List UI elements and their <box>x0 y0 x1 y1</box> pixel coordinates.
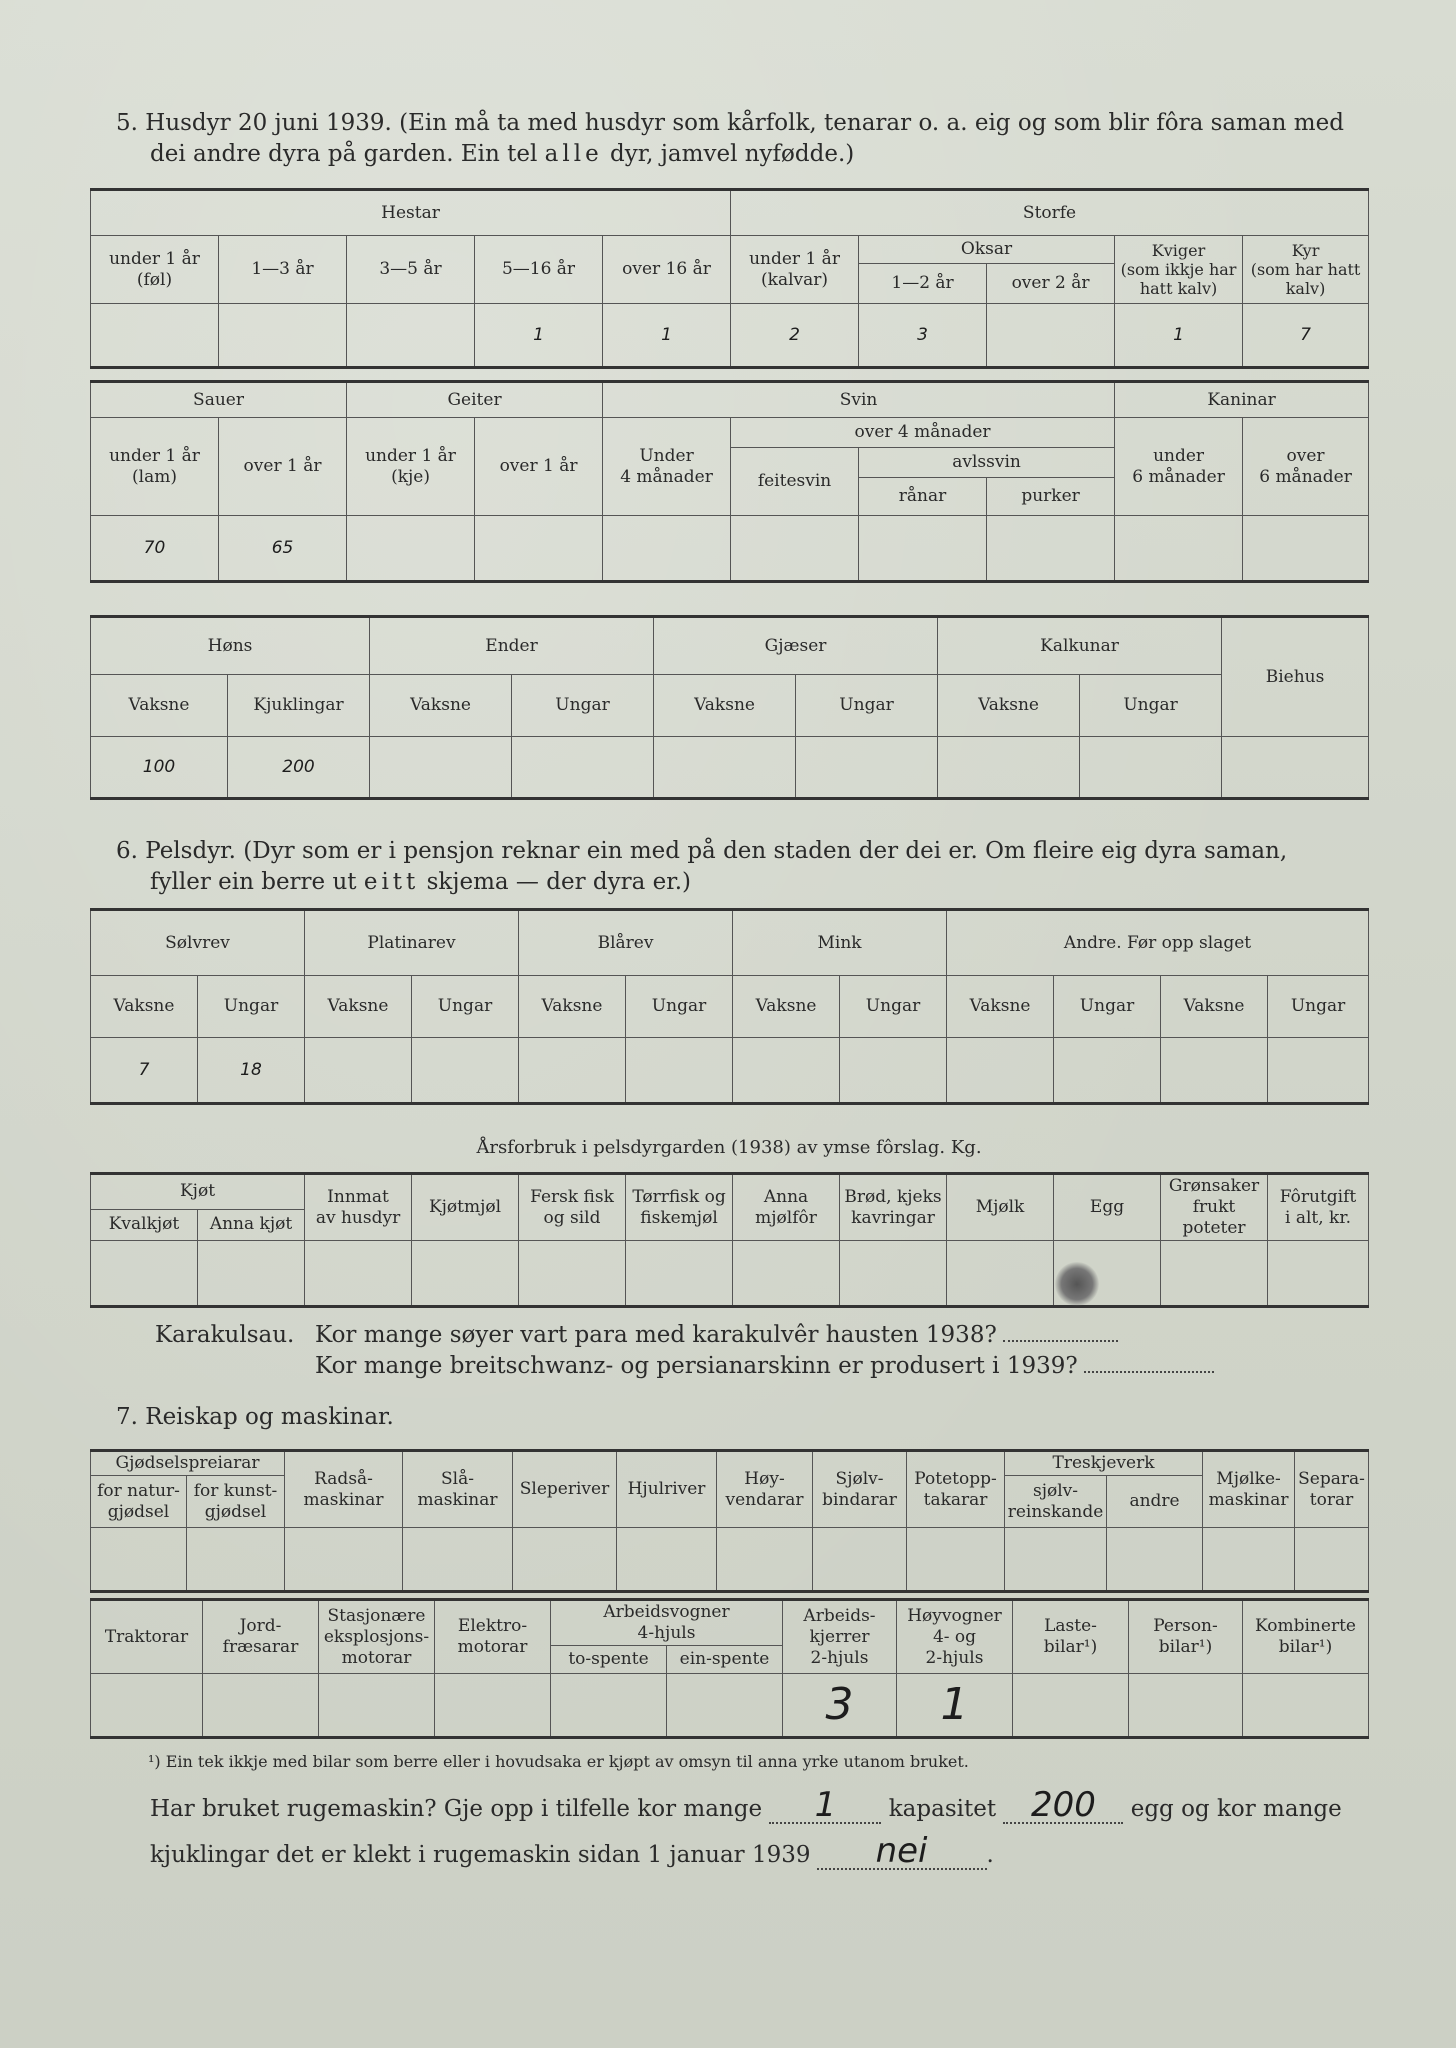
val-hoyvendarar <box>717 1528 813 1592</box>
val-sleperiver <box>513 1528 617 1592</box>
svin-over4-header: over 4 månader <box>731 418 1115 448</box>
col-to-spente: to-spente <box>551 1646 667 1674</box>
val-kaninar-over6 <box>1243 516 1369 582</box>
col-torrfisk: Tørrfisk og fiskemjøl <box>626 1174 733 1241</box>
col-kjotmjol: Kjøtmjøl <box>412 1174 519 1241</box>
val-jordfresarar <box>203 1674 319 1738</box>
val-kalvar: 2 <box>731 304 859 368</box>
biehus-header: Biehus <box>1222 617 1369 737</box>
arbeidsvogner-header: Arbeidsvogner 4-hjuls <box>551 1600 783 1646</box>
val-platinarev-ungar <box>412 1038 519 1104</box>
reiskap-table-2 <box>90 1598 1369 1739</box>
hons-header: Høns <box>91 617 370 675</box>
col-1-3-ar: 1—3 år <box>219 236 347 304</box>
karakul-label: Karakulsau. <box>155 1322 295 1348</box>
col-radsa: Radså- maskinar <box>285 1451 403 1528</box>
geiter-header: Geiter <box>347 382 603 418</box>
gjodsel-header: Gjødselspreiarar <box>91 1451 285 1476</box>
andre-header: Andre. Før opp slaget <box>947 910 1369 976</box>
val-1-3 <box>219 304 347 368</box>
val-arbeidskjerrer: 3 <box>783 1674 897 1738</box>
s5-heading-line2a: dei andre dyra på garden. Ein tel <box>150 141 545 167</box>
col-kaninar-over6: over 6 månader <box>1243 418 1369 516</box>
avlssvin-header: avlssvin <box>859 448 1115 478</box>
val-for-kunst <box>187 1528 285 1592</box>
val-kalkunar-vaksne <box>938 737 1080 799</box>
sauer-geiter-svin-table <box>90 380 1369 583</box>
col-oksar-over2: over 2 år <box>987 264 1115 304</box>
col-under1-kalvar: under 1 år (kalvar) <box>731 236 859 304</box>
val-kvalkjot <box>91 1241 198 1307</box>
col-platinarev-ungar: Ungar <box>412 976 519 1038</box>
hestar-storfe-table <box>90 188 1369 369</box>
platinarev-header: Platinarev <box>305 910 519 976</box>
s6-heading-eitt: eitt <box>363 869 420 895</box>
col-egg: Egg <box>1054 1174 1161 1241</box>
col-stasjonaere: Stasjonære eksplosjons- motorar <box>319 1600 435 1674</box>
col-gjaeser-ungar: Ungar <box>796 675 938 737</box>
val-oksar-1-2: 3 <box>859 304 987 368</box>
rugemaskin-count[interactable]: 1 <box>769 1788 881 1824</box>
col-3-5-ar: 3—5 år <box>347 236 475 304</box>
gjaeser-header: Gjæser <box>654 617 938 675</box>
col-ender-vaksne: Vaksne <box>370 675 512 737</box>
val-sjolvbindarar <box>813 1528 907 1592</box>
col-ranar: rånar <box>859 478 987 516</box>
sauer-header: Sauer <box>91 382 347 418</box>
val-forutgift <box>1268 1241 1369 1307</box>
blarev-header: Blårev <box>519 910 733 976</box>
egg-og-kor-mange: egg og kor mange <box>1130 1796 1342 1822</box>
col-kjuklingar: Kjuklingar <box>228 675 370 737</box>
reiskap-table-1 <box>90 1449 1369 1593</box>
val-potetopp <box>907 1528 1005 1592</box>
kjuklingar-answer[interactable]: nei <box>817 1834 987 1870</box>
val-kombinerte <box>1243 1674 1369 1738</box>
s6-heading-line1: 6. Pelsdyr. (Dyr som er i pensjon reknar ein med på den staden der dei er. Om fleire eig dyra saman, <box>116 838 1288 864</box>
val-ranar <box>859 516 987 582</box>
col-sjolvbindarar: Sjølv- bindarar <box>813 1451 907 1528</box>
col-sjolvreinskande: sjølv- reinskande <box>1005 1476 1107 1528</box>
col-lastebilar: Laste- bilar¹) <box>1013 1600 1129 1674</box>
col-gjaeser-vaksne: Vaksne <box>654 675 796 737</box>
col-sla: Slå- maskinar <box>403 1451 513 1528</box>
col-andre2-ungar: Ungar <box>1268 976 1369 1038</box>
section-5-heading <box>116 108 1372 170</box>
kjuklingar-end: . <box>986 1842 994 1868</box>
val-hjulriver <box>617 1528 717 1592</box>
pelsdyr-table <box>90 908 1369 1105</box>
val-over-16: 1 <box>603 304 731 368</box>
val-sjolvreinskande <box>1005 1528 1107 1592</box>
karakul-block <box>155 1320 1355 1382</box>
kapasitet-label: kapasitet <box>888 1796 997 1822</box>
col-forutgift: Fôrutgift i alt, kr. <box>1268 1174 1369 1241</box>
col-traktorar: Traktorar <box>91 1600 203 1674</box>
col-kombinerte: Kombinerte bilar¹) <box>1243 1600 1369 1674</box>
col-5-16-ar: 5—16 år <box>475 236 603 304</box>
arsforbruk-title: Årsforbruk i pelsdyrgarden (1938) av ymse fôrslag. Kg. <box>476 1137 982 1158</box>
rugemaskin-block <box>150 1786 1370 1878</box>
col-kalkunar-ungar: Ungar <box>1080 675 1222 737</box>
col-ender-ungar: Ungar <box>512 675 654 737</box>
val-radsa <box>285 1528 403 1592</box>
col-kje: under 1 år (kje) <box>347 418 475 516</box>
col-innmat: Innmat av husdyr <box>305 1174 412 1241</box>
col-oksar-1-2: 1—2 år <box>859 264 987 304</box>
section-7-heading: 7. Reiskap og maskinar. <box>116 1404 394 1430</box>
val-kjotmjol <box>412 1241 519 1307</box>
s5-heading-alle: alle <box>544 141 603 167</box>
val-gjaeser-ungar <box>796 737 938 799</box>
svin-header: Svin <box>603 382 1115 418</box>
val-lastebilar <box>1013 1674 1129 1738</box>
val-elektromotorar <box>435 1674 551 1738</box>
karakul-q1: Kor mange søyer vart para med karakulvêr hausten 1938? <box>315 1322 997 1348</box>
val-personbilar <box>1129 1674 1243 1738</box>
val-platinarev-vaksne <box>305 1038 412 1104</box>
solvrev-header: Sølvrev <box>91 910 305 976</box>
storfe-header: Storfe <box>731 190 1369 236</box>
val-andre2-vaksne <box>1161 1038 1268 1104</box>
hestar-header: Hestar <box>91 190 731 236</box>
col-andre2-vaksne: Vaksne <box>1161 976 1268 1038</box>
col-mjolkemaskinar: Mjølke- maskinar <box>1203 1451 1295 1528</box>
val-svin-under4 <box>603 516 731 582</box>
kjuklingar-question: kjuklingar det er klekt i rugemaskin sidan 1 januar 1939 <box>150 1842 811 1868</box>
col-personbilar: Person- bilar¹) <box>1129 1600 1243 1674</box>
val-feitesvin <box>731 516 859 582</box>
val-lam: 70 <box>91 516 219 582</box>
val-solvrev-ungar: 18 <box>198 1038 305 1104</box>
col-kviger: Kviger (som ikkje har hatt kalv) <box>1115 236 1243 304</box>
col-hjulriver: Hjulriver <box>617 1451 717 1528</box>
val-oksar-over2 <box>987 304 1115 368</box>
mink-header: Mink <box>733 910 947 976</box>
val-gronsaker <box>1161 1241 1268 1307</box>
col-blarev-ungar: Ungar <box>626 976 733 1038</box>
val-mink-ungar <box>840 1038 947 1104</box>
val-mink-vaksne <box>733 1038 840 1104</box>
val-solvrev-vaksne: 7 <box>91 1038 198 1104</box>
val-anna-mjolfor <box>733 1241 840 1307</box>
col-potetopp: Potetopp- takarar <box>907 1451 1005 1528</box>
val-torrfisk <box>626 1241 733 1307</box>
val-andre2-ungar <box>1268 1038 1369 1104</box>
val-brod <box>840 1241 947 1307</box>
kapasitet-value[interactable]: 200 <box>1003 1788 1123 1824</box>
val-mjolkemaskinar <box>1203 1528 1295 1592</box>
col-mink-ungar: Ungar <box>840 976 947 1038</box>
col-mink-vaksne: Vaksne <box>733 976 840 1038</box>
val-andre1-vaksne <box>947 1038 1054 1104</box>
val-anna-kjot <box>198 1241 305 1307</box>
val-mjolk <box>947 1241 1054 1307</box>
col-kalkunar-vaksne: Vaksne <box>938 675 1080 737</box>
val-gjaeser-vaksne <box>654 737 796 799</box>
val-ender-vaksne <box>370 737 512 799</box>
ink-stain <box>1055 1262 1099 1306</box>
col-sau-over1: over 1 år <box>219 418 347 516</box>
val-fol <box>91 304 219 368</box>
treskjeverk-header: Treskjeverk <box>1005 1451 1203 1476</box>
val-ein-spente <box>667 1674 783 1738</box>
col-separatorar: Separa- torar <box>1295 1451 1369 1528</box>
val-kalkunar-ungar <box>1080 737 1222 799</box>
val-for-natur <box>91 1528 187 1592</box>
val-kviger: 1 <box>1115 304 1243 368</box>
val-blarev-vaksne <box>519 1038 626 1104</box>
ender-header: Ender <box>370 617 654 675</box>
val-sla <box>403 1528 513 1592</box>
col-mjolk: Mjølk <box>947 1174 1054 1241</box>
col-andre1-ungar: Ungar <box>1054 976 1161 1038</box>
val-kjuklingar: 200 <box>228 737 370 799</box>
col-over-16-ar: over 16 år <box>603 236 731 304</box>
val-stasjonaere <box>319 1674 435 1738</box>
kaninar-header: Kaninar <box>1115 382 1369 418</box>
arsforbruk-table <box>90 1172 1369 1308</box>
val-hoyvogner: 1 <box>897 1674 1013 1738</box>
col-andre1-vaksne: Vaksne <box>947 976 1054 1038</box>
col-hoyvendarar: Høy- vendarar <box>717 1451 813 1528</box>
col-blarev-vaksne: Vaksne <box>519 976 626 1038</box>
col-fersk-fisk: Fersk fisk og sild <box>519 1174 626 1241</box>
val-biehus <box>1222 737 1369 799</box>
s5-heading-line1: 5. Husdyr 20 juni 1939. (Ein må ta med husdyr som kårfolk, tenarar o. a. eig og som blir fôra saman med <box>116 110 1344 136</box>
val-5-16: 1 <box>475 304 603 368</box>
s6-heading-line2c: skjema — der dyra er.) <box>419 869 691 895</box>
karakul-q1-answer[interactable] <box>1003 1340 1118 1342</box>
col-solvrev-ungar: Ungar <box>198 976 305 1038</box>
karakul-q2-answer[interactable] <box>1084 1371 1214 1373</box>
karakul-q2: Kor mange breitschwanz- og persianarskinn er produsert i 1939? <box>315 1353 1078 1379</box>
col-for-natur: for natur- gjødsel <box>91 1476 187 1528</box>
val-andre1-ungar <box>1054 1038 1161 1104</box>
val-separatorar <box>1295 1528 1369 1592</box>
col-brod: Brød, kjeks kavringar <box>840 1174 947 1241</box>
oksar-header: Oksar <box>859 236 1115 264</box>
kalkunar-header: Kalkunar <box>938 617 1222 675</box>
col-kyr: Kyr (som har hatt kalv) <box>1243 236 1369 304</box>
val-kaninar-under6 <box>1115 516 1243 582</box>
col-elektromotorar: Elektro- motorar <box>435 1600 551 1674</box>
s5-heading-line2c: dyr, jamvel nyfødde.) <box>602 141 855 167</box>
val-purker <box>987 516 1115 582</box>
val-traktorar <box>91 1674 203 1738</box>
col-hons-vaksne: Vaksne <box>91 675 228 737</box>
col-hoyvogner: Høyvogner 4- og 2-hjuls <box>897 1600 1013 1674</box>
col-for-kunst: for kunst- gjødsel <box>187 1476 285 1528</box>
col-kvalkjot: Kvalkjøt <box>91 1209 198 1240</box>
col-ein-spente: ein-spente <box>667 1646 783 1674</box>
val-geit-over1 <box>475 516 603 582</box>
col-svin-under4: Under 4 månader <box>603 418 731 516</box>
val-ender-ungar <box>512 737 654 799</box>
val-fersk-fisk <box>519 1241 626 1307</box>
col-feitesvin: feitesvin <box>731 448 859 516</box>
val-kje <box>347 516 475 582</box>
val-hons-vaksne: 100 <box>91 737 228 799</box>
col-solvrev-vaksne: Vaksne <box>91 976 198 1038</box>
val-treskjeverk-andre <box>1107 1528 1203 1592</box>
kjot-header: Kjøt <box>91 1174 305 1210</box>
col-geit-over1: over 1 år <box>475 418 603 516</box>
col-gronsaker: Grønsaker frukt poteter <box>1161 1174 1268 1241</box>
val-to-spente <box>551 1674 667 1738</box>
col-anna-mjolfor: Anna mjølfôr <box>733 1174 840 1241</box>
col-kaninar-under6: under 6 månader <box>1115 418 1243 516</box>
rugemaskin-question: Har bruket rugemaskin? Gje opp i tilfelle kor mange <box>150 1796 763 1822</box>
val-sau-over1: 65 <box>219 516 347 582</box>
val-innmat <box>305 1241 412 1307</box>
val-kyr: 7 <box>1243 304 1369 368</box>
col-anna-kjot: Anna kjøt <box>198 1209 305 1240</box>
section-6-heading <box>116 836 1372 898</box>
col-purker: purker <box>987 478 1115 516</box>
fjorfe-table <box>90 615 1369 800</box>
col-platinarev-vaksne: Vaksne <box>305 976 412 1038</box>
col-jordfresarar: Jord- fræsarar <box>203 1600 319 1674</box>
val-blarev-ungar <box>626 1038 733 1104</box>
s6-heading-line2a: fyller ein berre ut <box>150 869 364 895</box>
val-3-5 <box>347 304 475 368</box>
col-lam: under 1 år (lam) <box>91 418 219 516</box>
col-arbeidskjerrer: Arbeids- kjerrer 2-hjuls <box>783 1600 897 1674</box>
col-sleperiver: Sleperiver <box>513 1451 617 1528</box>
col-under1-fol: under 1 år (føl) <box>91 236 219 304</box>
col-treskjeverk-andre: andre <box>1107 1476 1203 1528</box>
footnote-bilar: ¹) Ein tek ikkje med bilar som berre eller i hovudsaka er kjøpt av omsyn til anna yrke utanom bruket. <box>148 1752 969 1771</box>
